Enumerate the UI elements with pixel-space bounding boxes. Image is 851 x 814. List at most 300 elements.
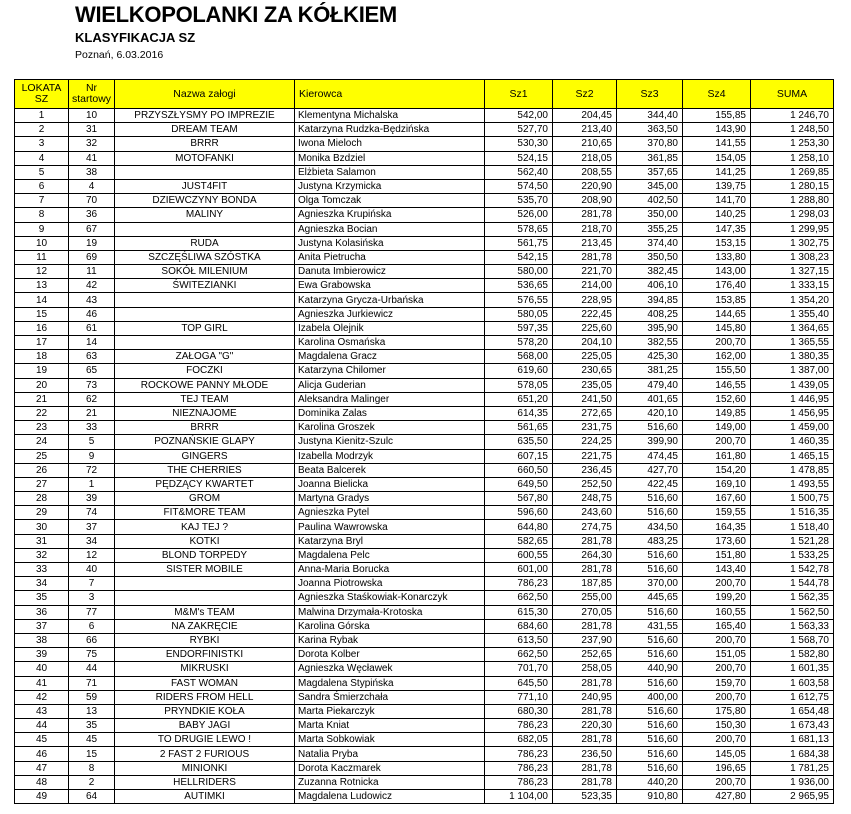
table-row [15, 662, 834, 676]
cell-place: 10 [15, 236, 69, 250]
cell-driver: Karolina Osmańska [295, 336, 485, 350]
table-row [15, 591, 834, 605]
cell-sz3: 516,60 [617, 421, 683, 435]
cell-sz2: 231,75 [553, 421, 617, 435]
cell-sz1: 535,70 [485, 194, 553, 208]
table-row [15, 648, 834, 662]
table-row [15, 392, 834, 406]
cell-sz3: 474,45 [617, 449, 683, 463]
cell-sum: 1 673,43 [751, 719, 834, 733]
cell-team [115, 577, 295, 591]
cell-driver: Danuta Imbierowicz [295, 265, 485, 279]
cell-start-number: 37 [69, 520, 115, 534]
page-title: WIELKOPOLANKI ZA KÓŁKIEM [75, 2, 397, 27]
cell-sz4: 141,55 [683, 137, 751, 151]
cell-sz3: 355,25 [617, 222, 683, 236]
cell-sz4: 145,05 [683, 747, 751, 761]
cell-sz4: 145,80 [683, 321, 751, 335]
cell-sz1: 635,50 [485, 435, 553, 449]
cell-start-number: 67 [69, 222, 115, 236]
cell-place: 2 [15, 123, 69, 137]
cell-sum: 1 269,85 [751, 165, 834, 179]
cell-driver: Katarzyna Grycza-Urbańska [295, 293, 485, 307]
cell-team: GINGERS [115, 449, 295, 463]
cell-driver: Agnieszka Jurkiewicz [295, 307, 485, 321]
cell-sum: 1 562,50 [751, 605, 834, 619]
col-header-start-number [69, 80, 115, 109]
cell-place: 23 [15, 421, 69, 435]
cell-sz1: 614,35 [485, 406, 553, 420]
cell-start-number: 73 [69, 378, 115, 392]
cell-team: SOKÓŁ MILENIUM [115, 265, 295, 279]
table-row [15, 619, 834, 633]
cell-sz4: 169,10 [683, 477, 751, 491]
cell-place: 40 [15, 662, 69, 676]
cell-place: 4 [15, 151, 69, 165]
cell-place: 13 [15, 279, 69, 293]
cell-driver: Magdalena Ludowicz [295, 790, 485, 804]
cell-place: 47 [15, 761, 69, 775]
cell-driver: Iwona Mieloch [295, 137, 485, 151]
table-row [15, 449, 834, 463]
cell-sz1: 619,60 [485, 364, 553, 378]
cell-sum: 1 459,00 [751, 421, 834, 435]
cell-sz1: 597,35 [485, 321, 553, 335]
cell-team: RUDA [115, 236, 295, 250]
cell-sum: 1 493,55 [751, 477, 834, 491]
cell-sz3: 910,80 [617, 790, 683, 804]
cell-sz3: 400,00 [617, 690, 683, 704]
cell-sz2: 204,45 [553, 109, 617, 123]
cell-sz2: 281,78 [553, 563, 617, 577]
cell-start-number: 35 [69, 719, 115, 733]
table-row [15, 222, 834, 236]
cell-place: 11 [15, 250, 69, 264]
cell-sz2: 220,90 [553, 179, 617, 193]
cell-sz4: 199,20 [683, 591, 751, 605]
cell-sz2: 281,78 [553, 761, 617, 775]
cell-sz1: 582,65 [485, 534, 553, 548]
cell-sz2: 228,95 [553, 293, 617, 307]
cell-sum: 1 544,78 [751, 577, 834, 591]
cell-sum: 1 542,78 [751, 563, 834, 577]
cell-sz3: 425,30 [617, 350, 683, 364]
cell-driver: Agnieszka Krupińska [295, 208, 485, 222]
cell-driver: Natalia Pryba [295, 747, 485, 761]
col-header-sz3: Sz3 [617, 80, 683, 109]
cell-driver: Joanna Piotrowska [295, 577, 485, 591]
cell-start-number: 69 [69, 250, 115, 264]
cell-team: TO DRUGIE LEWO ! [115, 733, 295, 747]
cell-sz4: 141,25 [683, 165, 751, 179]
cell-sz1: 542,15 [485, 250, 553, 264]
cell-start-number: 41 [69, 151, 115, 165]
cell-sz3: 434,50 [617, 520, 683, 534]
cell-sz1: 600,55 [485, 548, 553, 562]
cell-place: 12 [15, 265, 69, 279]
table-row [15, 236, 834, 250]
cell-sz3: 516,60 [617, 761, 683, 775]
cell-start-number: 64 [69, 790, 115, 804]
table-row [15, 265, 834, 279]
cell-place: 15 [15, 307, 69, 321]
cell-sz2: 252,65 [553, 648, 617, 662]
table-row [15, 704, 834, 718]
cell-place: 39 [15, 648, 69, 662]
cell-sz1: 527,70 [485, 123, 553, 137]
cell-start-number: 13 [69, 704, 115, 718]
cell-place: 33 [15, 563, 69, 577]
cell-sz3: 406,10 [617, 279, 683, 293]
cell-sz1: 601,00 [485, 563, 553, 577]
cell-sum: 1 355,40 [751, 307, 834, 321]
cell-start-number: 1 [69, 477, 115, 491]
table-row [15, 307, 834, 321]
table-row [15, 676, 834, 690]
cell-sz2: 220,30 [553, 719, 617, 733]
cell-sz2: 204,10 [553, 336, 617, 350]
cell-team: BRRR [115, 137, 295, 151]
cell-team: ENDORFINISTKI [115, 648, 295, 662]
cell-start-number: 38 [69, 165, 115, 179]
cell-place: 7 [15, 194, 69, 208]
cell-sz1: 684,60 [485, 619, 553, 633]
cell-sum: 1 258,10 [751, 151, 834, 165]
cell-place: 9 [15, 222, 69, 236]
cell-sz1: 562,40 [485, 165, 553, 179]
cell-start-number: 71 [69, 676, 115, 690]
cell-place: 37 [15, 619, 69, 633]
cell-sum: 1 354,20 [751, 293, 834, 307]
cell-sz1: 580,00 [485, 265, 553, 279]
cell-driver: Klementyna Michalska [295, 109, 485, 123]
cell-sz4: 155,50 [683, 364, 751, 378]
cell-sum: 1 246,70 [751, 109, 834, 123]
cell-sz1: 786,23 [485, 761, 553, 775]
cell-start-number: 32 [69, 137, 115, 151]
cell-start-number: 70 [69, 194, 115, 208]
cell-driver: Malwina Drzymała-Krotoska [295, 605, 485, 619]
cell-sz2: 235,05 [553, 378, 617, 392]
cell-sz2: 240,95 [553, 690, 617, 704]
cell-sum: 1 460,35 [751, 435, 834, 449]
cell-team: FAST WOMAN [115, 676, 295, 690]
cell-place: 46 [15, 747, 69, 761]
cell-sz4: 152,60 [683, 392, 751, 406]
cell-sum: 1 365,55 [751, 336, 834, 350]
cell-start-number: 36 [69, 208, 115, 222]
table-row [15, 350, 834, 364]
cell-start-number: 65 [69, 364, 115, 378]
cell-driver: Marta Sobkowiak [295, 733, 485, 747]
cell-sz3: 399,90 [617, 435, 683, 449]
table-row [15, 435, 834, 449]
table-row [15, 548, 834, 562]
cell-start-number: 42 [69, 279, 115, 293]
cell-sz2: 214,00 [553, 279, 617, 293]
cell-place: 25 [15, 449, 69, 463]
table-row [15, 165, 834, 179]
cell-start-number: 66 [69, 633, 115, 647]
cell-place: 45 [15, 733, 69, 747]
cell-driver: Dorota Kolber [295, 648, 485, 662]
cell-sz4: 146,55 [683, 378, 751, 392]
cell-sum: 1 327,15 [751, 265, 834, 279]
cell-team [115, 591, 295, 605]
cell-sz3: 516,60 [617, 747, 683, 761]
cell-sz4: 143,40 [683, 563, 751, 577]
cell-start-number: 2 [69, 775, 115, 789]
cell-team: PRYNDKIE KOŁA [115, 704, 295, 718]
cell-team: ROCKOWE PANNY MŁODE [115, 378, 295, 392]
cell-sz3: 395,90 [617, 321, 683, 335]
cell-driver: Katarzyna Rudzka-Będzińska [295, 123, 485, 137]
cell-team: 2 FAST 2 FURIOUS [115, 747, 295, 761]
col-header-sum: SUMA [751, 80, 834, 109]
cell-sz2: 281,78 [553, 704, 617, 718]
cell-team: ZAŁOGA "G" [115, 350, 295, 364]
cell-sz1: 574,50 [485, 179, 553, 193]
cell-place: 42 [15, 690, 69, 704]
cell-sz3: 381,25 [617, 364, 683, 378]
cell-sz2: 213,40 [553, 123, 617, 137]
col-header-place-line1: LOKATA [21, 82, 62, 94]
cell-place: 24 [15, 435, 69, 449]
cell-place: 27 [15, 477, 69, 491]
cell-driver: Agnieszka Bocian [295, 222, 485, 236]
cell-sz1: 644,80 [485, 520, 553, 534]
cell-start-number: 4 [69, 179, 115, 193]
cell-sum: 1 533,25 [751, 548, 834, 562]
cell-start-number: 11 [69, 265, 115, 279]
cell-sz2: 281,78 [553, 676, 617, 690]
cell-sz1: 662,50 [485, 648, 553, 662]
cell-sz4: 200,70 [683, 633, 751, 647]
cell-start-number: 10 [69, 109, 115, 123]
cell-driver: Agnieszka Pytel [295, 506, 485, 520]
cell-sz2: 230,65 [553, 364, 617, 378]
cell-sz1: 786,23 [485, 775, 553, 789]
table-row [15, 321, 834, 335]
table-row [15, 775, 834, 789]
cell-sum: 1 465,15 [751, 449, 834, 463]
table-row [15, 406, 834, 420]
cell-sz4: 173,60 [683, 534, 751, 548]
cell-start-number: 44 [69, 662, 115, 676]
cell-sum: 1 364,65 [751, 321, 834, 335]
cell-sz2: 243,60 [553, 506, 617, 520]
cell-sz1: 568,00 [485, 350, 553, 364]
table-row [15, 690, 834, 704]
col-header-sz1: Sz1 [485, 80, 553, 109]
cell-sum: 1 446,95 [751, 392, 834, 406]
cell-sum: 1 681,13 [751, 733, 834, 747]
cell-start-number: 19 [69, 236, 115, 250]
table-row [15, 761, 834, 775]
cell-place: 26 [15, 463, 69, 477]
cell-driver: Katarzyna Bryl [295, 534, 485, 548]
cell-team: M&M's TEAM [115, 605, 295, 619]
cell-team: SISTER MOBILE [115, 563, 295, 577]
cell-sz4: 161,80 [683, 449, 751, 463]
cell-sum: 1 563,33 [751, 619, 834, 633]
table-row [15, 719, 834, 733]
cell-team: BABY JAGI [115, 719, 295, 733]
cell-sum: 1 936,00 [751, 775, 834, 789]
cell-place: 29 [15, 506, 69, 520]
cell-sz2: 222,45 [553, 307, 617, 321]
cell-sz2: 224,25 [553, 435, 617, 449]
cell-sum: 1 603,58 [751, 676, 834, 690]
table-row [15, 137, 834, 151]
cell-sz4: 154,05 [683, 151, 751, 165]
cell-sz2: 210,65 [553, 137, 617, 151]
cell-team: TEJ TEAM [115, 392, 295, 406]
cell-sz1: 660,50 [485, 463, 553, 477]
table-row [15, 577, 834, 591]
col-header-start-line2: startowy [71, 93, 112, 105]
cell-sz2: 281,78 [553, 208, 617, 222]
cell-start-number: 39 [69, 492, 115, 506]
table-row [15, 790, 834, 804]
cell-driver: Aleksandra Malinger [295, 392, 485, 406]
cell-sum: 1 781,25 [751, 761, 834, 775]
cell-sz3: 370,80 [617, 137, 683, 151]
cell-sz2: 248,75 [553, 492, 617, 506]
cell-sz3: 357,65 [617, 165, 683, 179]
cell-sz3: 361,85 [617, 151, 683, 165]
cell-sz3: 516,60 [617, 719, 683, 733]
cell-sz2: 225,60 [553, 321, 617, 335]
cell-start-number: 45 [69, 733, 115, 747]
col-header-driver: Kierowca [295, 80, 485, 109]
table-row [15, 633, 834, 647]
cell-sz4: 154,20 [683, 463, 751, 477]
cell-sz2: 218,70 [553, 222, 617, 236]
cell-sum: 1 582,80 [751, 648, 834, 662]
cell-driver: Martyna Gradys [295, 492, 485, 506]
cell-driver: Marta Kniat [295, 719, 485, 733]
col-header-place [15, 80, 69, 109]
table-row [15, 279, 834, 293]
table-row [15, 208, 834, 222]
cell-driver: Izabella Modrzyk [295, 449, 485, 463]
cell-sz4: 141,70 [683, 194, 751, 208]
cell-start-number: 3 [69, 591, 115, 605]
cell-team: FIT&MORE TEAM [115, 506, 295, 520]
table-row [15, 293, 834, 307]
cell-sz1: 578,05 [485, 378, 553, 392]
cell-place: 34 [15, 577, 69, 591]
cell-sz3: 408,25 [617, 307, 683, 321]
cell-sz4: 150,30 [683, 719, 751, 733]
cell-start-number: 33 [69, 421, 115, 435]
cell-sz4: 200,70 [683, 435, 751, 449]
cell-team: MOTOFANKI [115, 151, 295, 165]
cell-sz3: 382,55 [617, 336, 683, 350]
cell-driver: Justyna Kienitz-Szulc [295, 435, 485, 449]
cell-sz2: 225,05 [553, 350, 617, 364]
cell-sz2: 281,78 [553, 775, 617, 789]
cell-start-number: 12 [69, 548, 115, 562]
cell-sz2: 270,05 [553, 605, 617, 619]
cell-team: TOP GIRL [115, 321, 295, 335]
cell-sz4: 140,25 [683, 208, 751, 222]
cell-sz2: 208,90 [553, 194, 617, 208]
cell-place: 49 [15, 790, 69, 804]
cell-place: 6 [15, 179, 69, 193]
cell-start-number: 62 [69, 392, 115, 406]
cell-start-number: 21 [69, 406, 115, 420]
cell-driver: Monika Bzdziel [295, 151, 485, 165]
cell-driver: Beata Balcerek [295, 463, 485, 477]
cell-driver: Magdalena Stypińska [295, 676, 485, 690]
cell-start-number: 46 [69, 307, 115, 321]
cell-sz3: 422,45 [617, 477, 683, 491]
table-row [15, 378, 834, 392]
cell-driver: Magdalena Gracz [295, 350, 485, 364]
cell-start-number: 72 [69, 463, 115, 477]
cell-sz4: 147,35 [683, 222, 751, 236]
cell-sz2: 255,00 [553, 591, 617, 605]
cell-driver: Katarzyna Chilomer [295, 364, 485, 378]
cell-driver: Sandra Śmierzchała [295, 690, 485, 704]
cell-sum: 1 302,75 [751, 236, 834, 250]
cell-team: NA ZAKRĘCIE [115, 619, 295, 633]
cell-team: RIDERS FROM HELL [115, 690, 295, 704]
cell-sz4: 200,70 [683, 336, 751, 350]
cell-sum: 1 299,95 [751, 222, 834, 236]
cell-team: FOCZKI [115, 364, 295, 378]
cell-sz2: 281,78 [553, 534, 617, 548]
cell-sz4: 153,15 [683, 236, 751, 250]
cell-sz3: 445,65 [617, 591, 683, 605]
cell-driver: Ewa Grabowska [295, 279, 485, 293]
cell-start-number: 31 [69, 123, 115, 137]
cell-sum: 1 456,95 [751, 406, 834, 420]
cell-place: 28 [15, 492, 69, 506]
cell-sz2: 236,50 [553, 747, 617, 761]
cell-driver: Agnieszka Węcławek [295, 662, 485, 676]
cell-team: SZCZĘŚLIWA SZÓSTKA [115, 250, 295, 264]
cell-driver: Izabela Olejnik [295, 321, 485, 335]
cell-sz4: 164,35 [683, 520, 751, 534]
cell-sz3: 516,60 [617, 704, 683, 718]
cell-sz1: 645,50 [485, 676, 553, 690]
cell-team: AUTIMKI [115, 790, 295, 804]
cell-sum: 1 387,00 [751, 364, 834, 378]
cell-place: 31 [15, 534, 69, 548]
cell-sz1: 561,75 [485, 236, 553, 250]
cell-start-number: 34 [69, 534, 115, 548]
cell-team [115, 307, 295, 321]
cell-sz4: 151,80 [683, 548, 751, 562]
cell-sz3: 350,00 [617, 208, 683, 222]
table-row [15, 336, 834, 350]
cell-sum: 1 478,85 [751, 463, 834, 477]
cell-start-number: 7 [69, 577, 115, 591]
cell-sz4: 175,80 [683, 704, 751, 718]
cell-sz1: 680,30 [485, 704, 553, 718]
cell-start-number: 77 [69, 605, 115, 619]
cell-sz4: 200,70 [683, 662, 751, 676]
cell-sz4: 133,80 [683, 250, 751, 264]
cell-team: BRRR [115, 421, 295, 435]
cell-team [115, 336, 295, 350]
col-header-sz2: Sz2 [553, 80, 617, 109]
cell-sum: 1 298,03 [751, 208, 834, 222]
cell-place: 43 [15, 704, 69, 718]
